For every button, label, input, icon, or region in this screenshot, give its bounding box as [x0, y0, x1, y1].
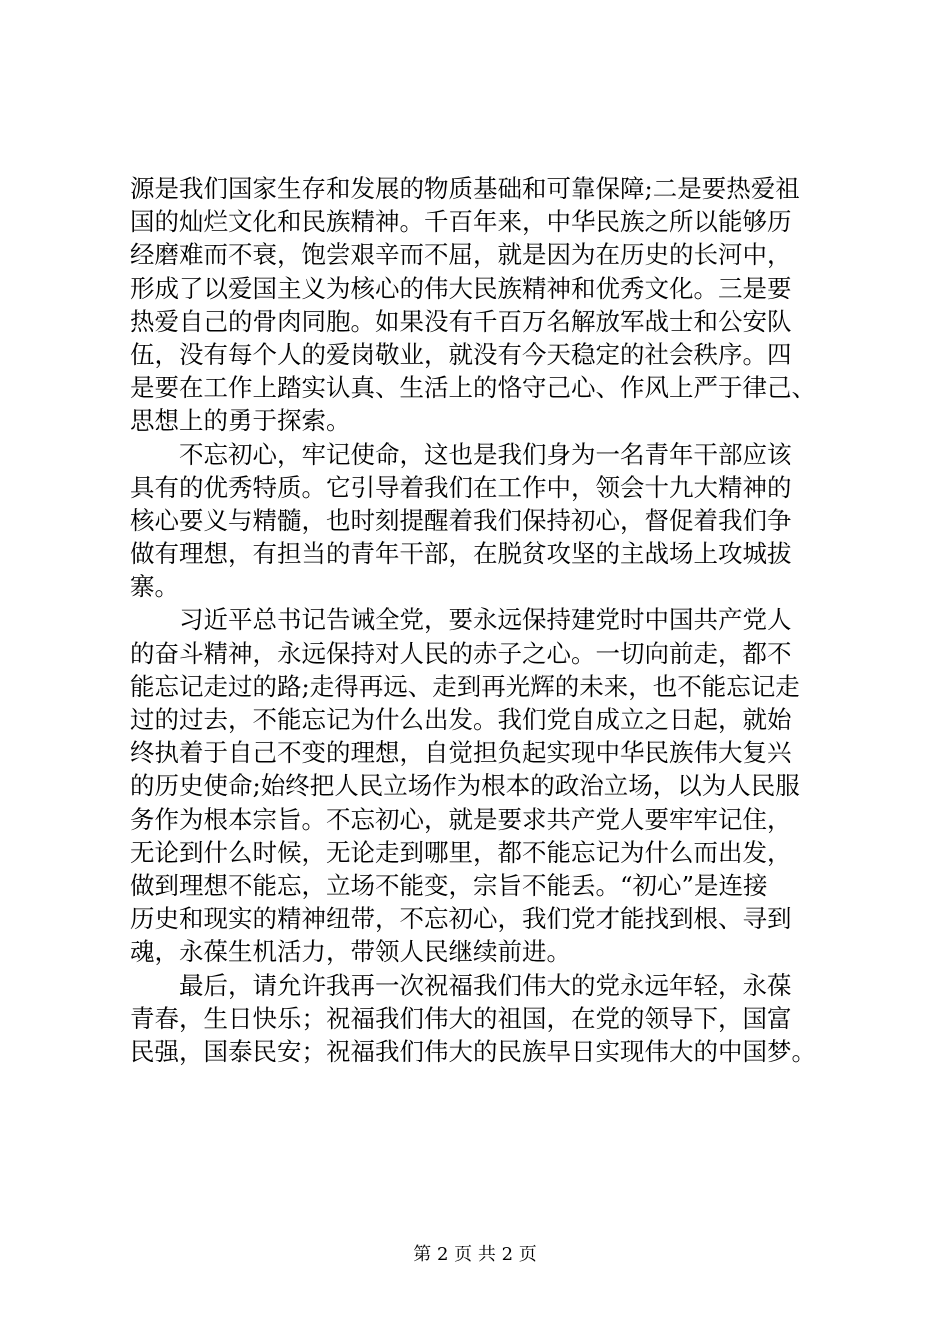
text-line: 核心要义与精髓，也时刻提醒着我们保持初心，督促着我们争 [130, 505, 792, 535]
text-line: 务作为根本宗旨。不忘初心，就是要求共产党人要牢牢记住， [130, 804, 792, 834]
text-line: 具有的优秀特质。它引导着我们在工作中，领会十九大精神的 [130, 472, 792, 502]
text-line: 不忘初心，牢记使命，这也是我们身为一名青年干部应该 [179, 439, 792, 469]
text-line: 魂，永葆生机活力，带领人民继续前进。 [130, 937, 571, 967]
text-line: 无论到什么时候，无论走到哪里，都不能忘记为什么而出发， [130, 837, 792, 867]
text-line: 做到理想不能忘，立场不能变，宗旨不能丢。“初心”是连接 [130, 870, 768, 900]
text-line: 民强，国泰民安；祝福我们伟大的民族早日实现伟大的中国梦。 [130, 1036, 816, 1066]
text-line: 做有理想，有担当的青年干部，在脱贫攻坚的主战场上攻城拔 [130, 539, 792, 569]
paragraph [130, 438, 830, 604]
text-line: 青春，生日快乐；祝福我们伟大的祖国，在党的领导下，国富 [130, 1003, 792, 1033]
text-line: 过的过去，不能忘记为什么出发。我们党自成立之日起，就始 [130, 705, 792, 734]
text-line: 的历史使命;始终把人民立场作为根本的政治立场，以为人民服 [130, 771, 800, 801]
text-line: 习近平总书记告诫全党，要永远保持建党时中国共产党人 [179, 605, 792, 635]
text-line: 历史和现实的精神纽带，不忘初心，我们党才能找到根、寻到 [130, 904, 792, 934]
text-line: 是要在工作上踏实认真、生活上的恪守己心、作风上严于律己、 [130, 373, 816, 403]
page-footer [0, 1243, 950, 1267]
text-line: 的奋斗精神，永远保持对人民的赤子之心。一切向前走，都不 [130, 638, 792, 668]
text-line: 能忘记走过的路;走得再远、走到再光辉的未来，也不能忘记走 [130, 671, 800, 701]
text-line: 思想上的勇于探索。 [130, 406, 351, 436]
text-line: 最后，请允许我再一次祝福我们伟大的党永远年轻，永葆 [179, 970, 792, 1000]
paragraph [130, 603, 830, 968]
document-body [130, 172, 830, 1068]
text-line: 终执着于自己不变的理想，自觉担负起实现中华民族伟大复兴 [130, 738, 792, 768]
text-line: 形成了以爱国主义为核心的伟大民族精神和优秀文化。三是要 [130, 273, 792, 303]
text-line: 经磨难而不衰，饱尝艰辛而不屈，就是因为在历史的长河中， [130, 240, 792, 270]
text-line: 源是我们国家生存和发展的物质基础和可靠保障;二是要热爱祖 [130, 174, 800, 203]
page-number-label: 第 2 页 共 2 页 [413, 1244, 537, 1265]
paragraph [130, 969, 830, 1069]
text-line: 伍，没有每个人的爱岗敬业，就没有今天稳定的社会秩序。四 [130, 339, 792, 369]
text-line: 寨。 [130, 572, 179, 602]
paragraph [130, 172, 830, 438]
text-line: 国的灿烂文化和民族精神。千百年来，中华民族之所以能够历 [130, 207, 792, 237]
text-line: 热爱自己的骨肉同胞。如果没有千百万名解放军战士和公安队 [130, 306, 792, 336]
